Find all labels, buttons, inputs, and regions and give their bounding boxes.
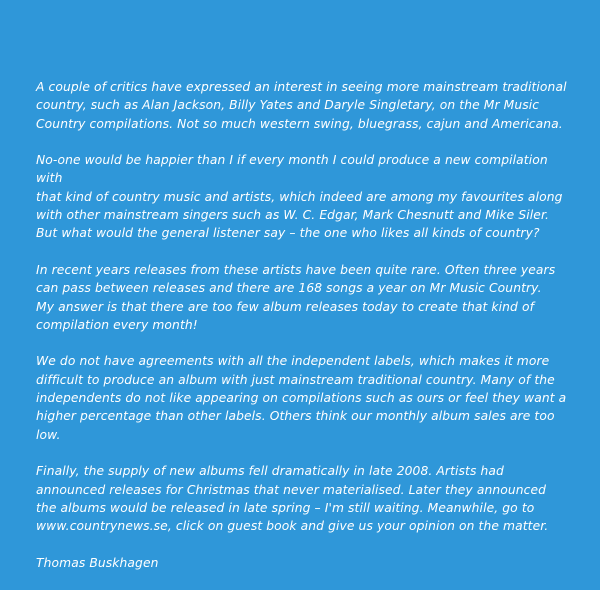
- paragraph-rare-releases: In recent years releases from these artists have been quite rare. Often three years can pass between releases and there are 168 songs a year on Mr Music Country. My answer is that there are too few album releases today to create that kind of compilation every month!: [36, 262, 556, 332]
- paragraph-independent-labels: We do not have agreements with all the independent labels, which makes it more difficult to produce an album with just mainstream traditional country. Many of the independents do not like appearing on compilations such as ours or feel they want a higher percentage than other labels. Others think our monthly album sales are too low.: [36, 354, 567, 442]
- paragraph-critics: A couple of critics have expressed an interest in seeing more mainstream traditional country, such as Alan Jackson, Billy Yates and Daryle Singletary, on the Mr Music Country compilations. Not so much western swing, bluegrass, cajun and Americana.: [36, 80, 567, 131]
- paragraph-album-supply: Finally, the supply of new albums fell dramatically in late 2008. Artists had announced releases for Christmas that never materialised. Later they announced the albums would be released in late spring – I'm still waiting. Meanwhile, go to www.countrynews.se, click on guest book and give us your opinion on the matter.: [36, 464, 549, 534]
- paragraph-compilation-wish: No-one would be happier than I if every month I could produce a new compilation with that kind of country music and artists, which indeed are among my favourites along with other mainstream singers such as W. C. Edgar, Mark Chesnutt and Mike Siler. But what would the general listener say – the one who likes all kinds of country?: [36, 153, 563, 241]
- letter-body: [36, 78, 576, 572]
- signature: Thomas Buskhagen: [36, 555, 159, 570]
